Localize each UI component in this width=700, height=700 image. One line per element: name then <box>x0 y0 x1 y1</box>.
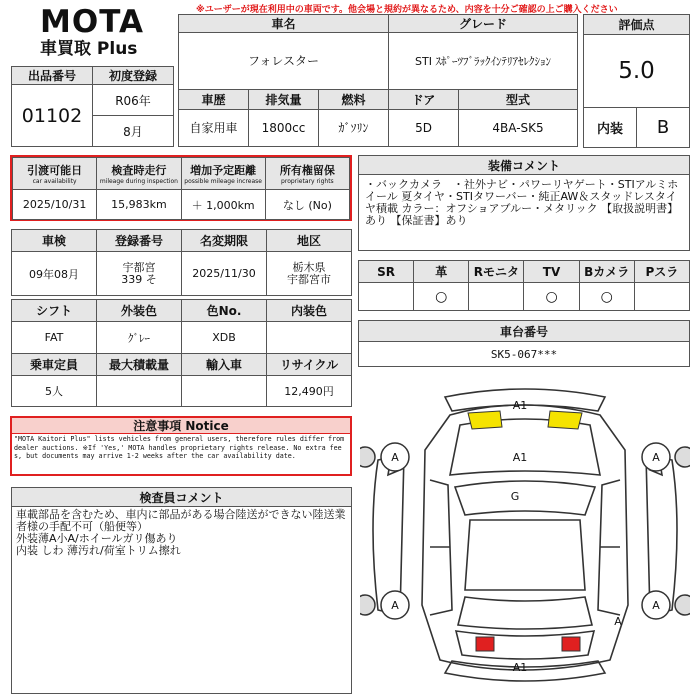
inspector-line-2: 外装薄A小A/ホイールガリ傷あり <box>16 532 178 545</box>
options-table <box>358 260 690 311</box>
first-registration-label: 初度登録 <box>93 67 174 85</box>
displacement-label: 排気量 <box>249 89 319 109</box>
option-value-pslide <box>634 283 689 311</box>
logo-sub: 車買取 Plus <box>40 39 138 59</box>
car-info-table <box>178 14 578 147</box>
tire-rear-left <box>360 595 375 615</box>
top-notice: ※ユーザーが現在利用中の車両です。他会場と規約が異なるため、内容を十分ご確認の上ご購入ください <box>196 5 618 15</box>
displacement: 1800cc <box>249 109 319 146</box>
mark-hood: A1 <box>512 451 528 464</box>
model-label: 型式 <box>459 89 578 109</box>
mark-roof: G <box>510 490 520 503</box>
mark-wheel-front-left: A <box>391 451 399 464</box>
color-number: XDB <box>182 322 267 354</box>
caution-header: 注意事項 Notice <box>12 418 350 434</box>
name-change-due: 2025/11/30 <box>182 252 267 296</box>
capacity: 5人 <box>12 376 97 407</box>
equipment-comment: ・バックカメラ ・社外ナビ・パワーリヤゲート・STIアルミホイール 夏タイヤ・STIタワーバー・純正AW＆スタッドレスタイヤ積載 カラー：オフショアブルー・メタリック 【取扱説明書】あり 【保証書】あり <box>358 174 690 251</box>
option-value-sr <box>359 283 414 311</box>
windshield <box>455 481 595 515</box>
chassis-number: SK5-067*** <box>358 341 690 367</box>
right-doors <box>598 480 620 615</box>
rear-window <box>458 597 592 629</box>
interior-color <box>267 322 352 354</box>
plate-number <box>97 252 182 296</box>
mark-wheel-rear-right: A <box>652 599 660 612</box>
option-header-rmonitor: Rモニタ <box>469 261 524 283</box>
availability-date: 2025/10/31 <box>13 190 97 220</box>
plate-label: 登録番号 <box>97 230 182 252</box>
import <box>182 376 267 407</box>
shift: FAT <box>12 322 97 354</box>
listing-number: 01102 <box>12 85 93 147</box>
recycle-fee: 12,490円 <box>267 376 352 407</box>
headlight-right <box>548 411 582 429</box>
option-value-leather: ○ <box>414 283 469 311</box>
inspector-line-3: 内装 しわ 薄汚れ/荷室トリム擦れ <box>16 544 181 557</box>
mileage-increase: ＋ 1,000km <box>181 190 265 220</box>
rights-label: 所有権留保 <box>279 164 335 177</box>
tire-front-right <box>675 447 690 467</box>
score-label: 評価点 <box>584 15 690 35</box>
exterior-color-label: 外装色 <box>97 300 182 322</box>
region-line-1: 栃木県 <box>292 260 326 274</box>
mota-logo <box>40 6 150 66</box>
caution-text: "MOTA Kaitori Plus" lists vehicles from general users, therefore rules differ from dealer auctions. ※If 'Yes,' MOTA handles proprietary rights release. No extra fees, but documents may arrive 1-2 weeks after the car availability date. <box>14 435 345 461</box>
fuel-label: 燃料 <box>319 89 389 109</box>
capacity-label: 乗車定員 <box>12 354 97 376</box>
shift-label: シフト <box>12 300 97 322</box>
inspector-line-1: 車載部品を含むため、車内に部品がある場合陸送ができない陸送業者様の手配不可（船便等） <box>16 508 346 533</box>
option-header-tv: TV <box>524 261 579 283</box>
taillight-left <box>476 637 494 651</box>
door-label: ドア <box>389 89 459 109</box>
availability-label: 引渡可能日 <box>27 164 83 177</box>
mileage: 15,983km <box>97 190 181 220</box>
mileage-sub: mileage during inspection <box>99 178 178 185</box>
inspector-comment <box>11 506 352 694</box>
interior-value: B <box>637 108 690 148</box>
mark-right-side: A <box>614 615 622 628</box>
mark-front-bumper: A1 <box>512 399 528 412</box>
model: 4BA-SK5 <box>459 109 578 146</box>
left-doors <box>430 480 452 615</box>
max-load <box>97 376 182 407</box>
right-side <box>646 455 677 615</box>
option-header-leather: 革 <box>414 261 469 283</box>
listing-table <box>11 66 174 147</box>
plate-line-2: 339 そ <box>121 272 157 286</box>
score-table <box>583 14 690 148</box>
import-label: 輸入車 <box>182 354 267 376</box>
color-number-label: 色No. <box>182 300 267 322</box>
availability-header <box>13 158 97 190</box>
mileage-label: 検査時走行 <box>111 164 167 177</box>
option-header-sr: SR <box>359 261 414 283</box>
door: 5D <box>389 109 459 146</box>
delivery-table <box>12 157 350 220</box>
tire-rear-right <box>675 595 690 615</box>
first-registration-year: R06年 <box>93 85 174 116</box>
increase-header <box>181 158 265 190</box>
inspection-label: 車検 <box>12 230 97 252</box>
option-header-pslide: Pスラ <box>634 261 689 283</box>
availability-sub: car availability <box>32 178 77 185</box>
score-value: 5.0 <box>584 35 690 108</box>
exterior-color: ｸﾞﾚｰ <box>97 322 182 354</box>
history: 自家用車 <box>179 109 249 146</box>
recycle-label: リサイクル <box>267 354 352 376</box>
tire-front-left <box>360 447 375 467</box>
rights-header <box>265 158 349 190</box>
mark-wheel-rear-left: A <box>391 599 399 612</box>
roof <box>465 520 585 590</box>
inspection-date: 09年08月 <box>12 252 97 296</box>
car-name-label: 車名 <box>179 15 389 33</box>
region <box>267 252 352 296</box>
option-value-tv: ○ <box>524 283 579 311</box>
equipment-header: 装備コメント <box>358 155 690 175</box>
registration-table <box>11 229 352 296</box>
region-label: 地区 <box>267 230 352 252</box>
headlight-left <box>468 411 502 429</box>
mark-rear-bumper: A1 <box>512 661 528 674</box>
name-change-label: 名変期限 <box>182 230 267 252</box>
option-header-bcamera: Bカメラ <box>579 261 634 283</box>
increase-sub: possible mileage increase <box>184 178 262 185</box>
fuel: ｶﾞｿﾘﾝ <box>319 109 389 146</box>
body-outline <box>422 405 628 670</box>
max-load-label: 最大積載量 <box>97 354 182 376</box>
logo-main: MOTA <box>40 4 144 40</box>
listing-number-label: 出品番号 <box>12 67 93 85</box>
option-value-bcamera: ○ <box>579 283 634 311</box>
specs-table <box>11 299 352 407</box>
mark-wheel-front-right: A <box>652 451 660 464</box>
rights-sub: proprietary rights <box>281 178 334 185</box>
grade: STI ｽﾎﾟｰﾂﾌﾞﾗｯｸｲﾝﾃﾘｱｾﾚｸｼｮﾝ <box>389 33 578 89</box>
inspector-header: 検査員コメント <box>11 487 352 507</box>
taillight-right <box>562 637 580 651</box>
mileage-header <box>97 158 181 190</box>
grade-label: グレード <box>389 15 578 33</box>
increase-label: 増加予定距離 <box>190 164 257 177</box>
plate-line-1: 宇都宮 <box>122 260 156 274</box>
interior-label: 内装 <box>584 108 637 148</box>
chassis-header: 車台番号 <box>358 320 690 342</box>
option-value-rmonitor <box>469 283 524 311</box>
region-line-2: 宇都宮市 <box>287 272 331 286</box>
interior-color-label: 内装色 <box>267 300 352 322</box>
history-label: 車歴 <box>179 89 249 109</box>
car-diagram <box>360 375 690 695</box>
car-name: フォレスター <box>179 33 389 89</box>
first-registration-month: 8月 <box>93 116 174 147</box>
proprietary-rights: なし (No) <box>265 190 349 220</box>
